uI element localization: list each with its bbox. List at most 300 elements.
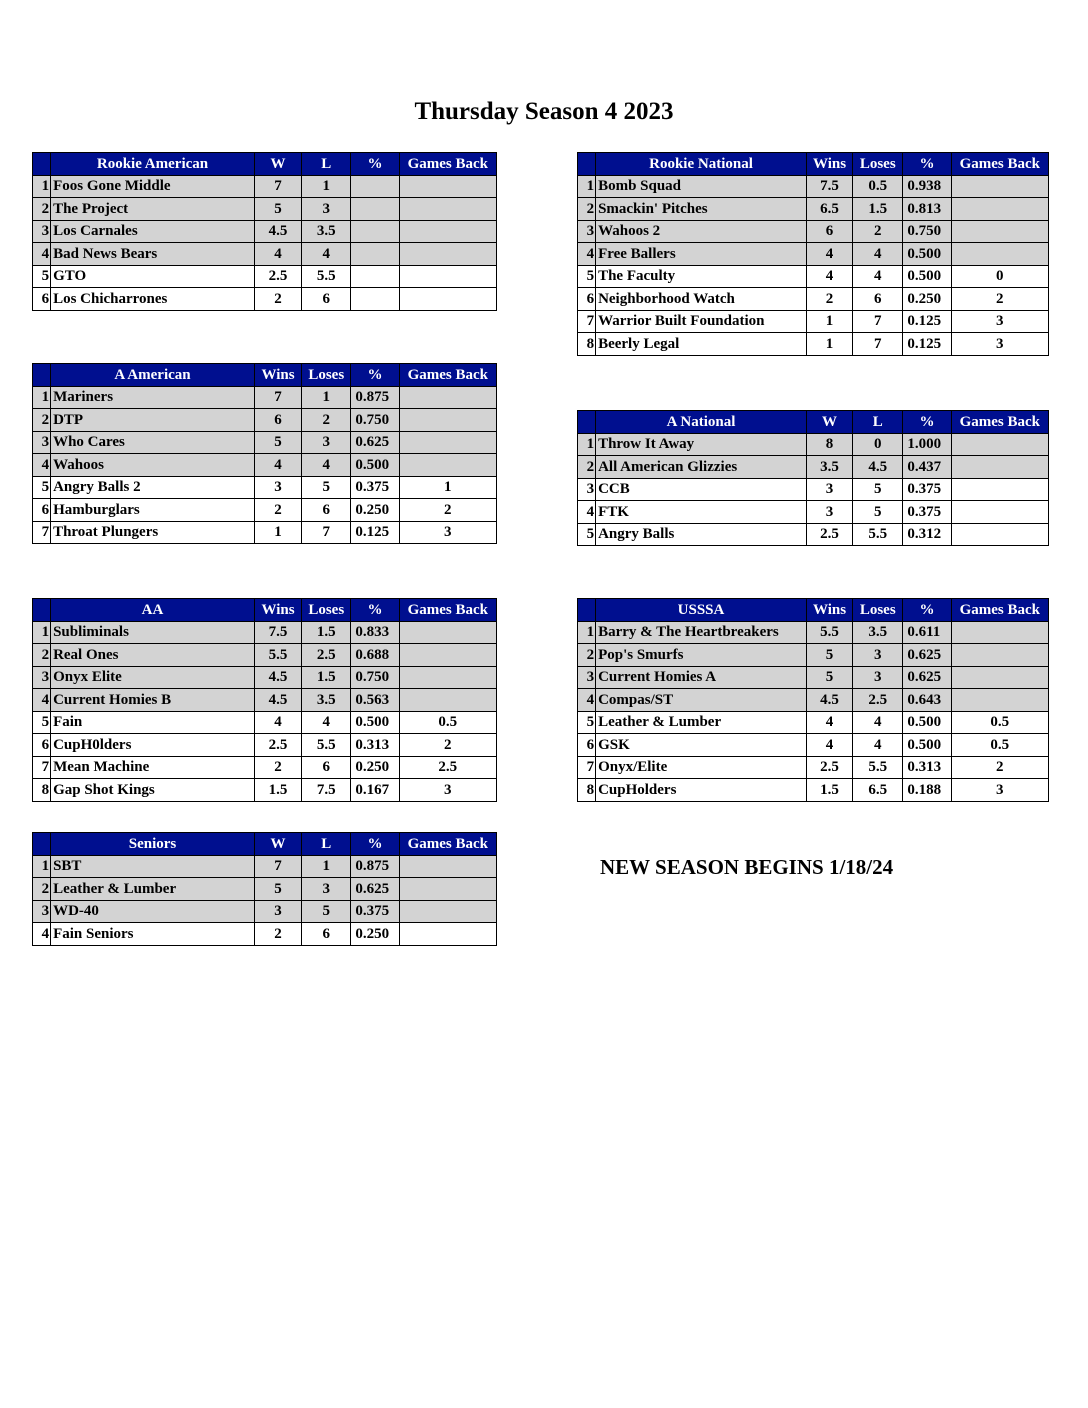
rank-cell: 2 bbox=[33, 644, 51, 667]
losses-cell: 1 bbox=[302, 386, 351, 409]
rank-cell: 4 bbox=[33, 689, 51, 712]
losses-cell: 3.5 bbox=[302, 689, 351, 712]
percent-header: % bbox=[351, 364, 399, 387]
losses-cell: 4 bbox=[853, 711, 903, 734]
losses-cell: 4 bbox=[302, 243, 351, 266]
percent-header: % bbox=[903, 599, 951, 622]
percent-cell: 0.625 bbox=[903, 644, 951, 667]
percent-header: % bbox=[903, 411, 951, 434]
percent-cell: 0.875 bbox=[351, 386, 399, 409]
losses-cell: 4.5 bbox=[853, 456, 903, 479]
table-row bbox=[578, 198, 1049, 221]
wins-cell: 2.5 bbox=[254, 734, 301, 757]
rank-cell: 5 bbox=[578, 523, 596, 546]
rank-cell: 7 bbox=[33, 756, 51, 779]
losses-cell: 5.5 bbox=[853, 523, 903, 546]
wins-cell: 7 bbox=[254, 386, 301, 409]
table-row bbox=[33, 621, 497, 644]
percent-header: % bbox=[351, 833, 399, 856]
games-back-cell bbox=[399, 409, 496, 432]
percent-cell: 0.312 bbox=[903, 523, 951, 546]
losses-cell: 7 bbox=[302, 521, 351, 544]
games-back-header: Games Back bbox=[951, 153, 1048, 176]
games-back-header: Games Back bbox=[399, 833, 496, 856]
wins-cell: 1 bbox=[254, 521, 301, 544]
games-back-cell bbox=[951, 198, 1048, 221]
wins-cell: 6 bbox=[254, 409, 301, 432]
team-name-cell: Wahoos 2 bbox=[596, 220, 807, 243]
rank-cell: 5 bbox=[33, 476, 51, 499]
percent-cell: 0.563 bbox=[351, 689, 399, 712]
table-row bbox=[578, 478, 1049, 501]
team-name-cell: Current Homies A bbox=[596, 666, 807, 689]
games-back-cell: 3 bbox=[951, 779, 1048, 802]
division-name-header: Rookie National bbox=[596, 153, 807, 176]
page-title: Thursday Season 4 2023 bbox=[414, 98, 674, 125]
rank-header bbox=[33, 599, 51, 622]
games-back-cell: 0.5 bbox=[399, 711, 496, 734]
rank-cell: 3 bbox=[578, 666, 596, 689]
percent-cell: 0.375 bbox=[351, 476, 399, 499]
games-back-header: Games Back bbox=[951, 411, 1048, 434]
wins-cell: 4 bbox=[806, 265, 852, 288]
games-back-cell: 2 bbox=[399, 499, 496, 522]
rank-header bbox=[33, 833, 51, 856]
table-row bbox=[578, 333, 1049, 356]
losses-cell: 4 bbox=[302, 711, 351, 734]
table-row bbox=[33, 855, 497, 878]
table-row bbox=[578, 621, 1049, 644]
wins-cell: 5.5 bbox=[254, 644, 301, 667]
table-header-row bbox=[33, 153, 497, 176]
table-row bbox=[33, 689, 497, 712]
table-header-row bbox=[33, 833, 497, 856]
table-row bbox=[578, 433, 1049, 456]
wins-cell: 2.5 bbox=[806, 523, 852, 546]
table-row bbox=[33, 431, 497, 454]
new-season-notice: NEW SEASON BEGINS 1/18/24 bbox=[600, 855, 894, 879]
team-name-cell: Throw It Away bbox=[596, 433, 807, 456]
wins-cell: 5.5 bbox=[806, 621, 852, 644]
table-row bbox=[578, 711, 1049, 734]
team-name-cell: Warrior Built Foundation bbox=[596, 310, 807, 333]
wins-cell: 5 bbox=[254, 431, 301, 454]
team-name-cell: Compas/ST bbox=[596, 689, 807, 712]
games-back-cell: 0.5 bbox=[951, 734, 1048, 757]
rank-cell: 3 bbox=[33, 666, 51, 689]
wins-header: Wins bbox=[254, 364, 301, 387]
wins-cell: 2 bbox=[806, 288, 852, 311]
rank-cell: 5 bbox=[33, 711, 51, 734]
rank-cell: 2 bbox=[578, 456, 596, 479]
games-back-cell bbox=[399, 220, 496, 243]
losses-cell: 3 bbox=[302, 878, 351, 901]
losses-cell: 0 bbox=[853, 433, 903, 456]
percent-cell: 0.188 bbox=[903, 779, 951, 802]
wins-cell: 2 bbox=[254, 288, 301, 311]
team-name-cell: Gap Shot Kings bbox=[51, 779, 255, 802]
wins-cell: 2.5 bbox=[806, 756, 852, 779]
team-name-cell: Neighborhood Watch bbox=[596, 288, 807, 311]
wins-cell: 7 bbox=[254, 175, 301, 198]
percent-header: % bbox=[903, 153, 951, 176]
standings-table-a-national bbox=[577, 410, 1049, 546]
percent-cell: 0.250 bbox=[351, 923, 399, 946]
standings-table-rookie-american bbox=[32, 152, 497, 311]
losses-cell: 3.5 bbox=[853, 621, 903, 644]
percent-cell: 0.125 bbox=[903, 333, 951, 356]
division-name-header: A American bbox=[51, 364, 255, 387]
rank-cell: 4 bbox=[578, 243, 596, 266]
losses-cell: 4 bbox=[853, 734, 903, 757]
games-back-cell bbox=[399, 644, 496, 667]
wins-header: Wins bbox=[806, 153, 852, 176]
table-row bbox=[33, 175, 497, 198]
percent-cell: 0.250 bbox=[351, 499, 399, 522]
table-row bbox=[33, 666, 497, 689]
percent-cell: 0.500 bbox=[903, 265, 951, 288]
rank-cell: 6 bbox=[33, 734, 51, 757]
wins-cell: 3 bbox=[254, 476, 301, 499]
table-row bbox=[33, 454, 497, 477]
percent-cell: 0.250 bbox=[903, 288, 951, 311]
losses-cell: 2.5 bbox=[853, 689, 903, 712]
team-name-cell: CupHolders bbox=[596, 779, 807, 802]
games-back-cell bbox=[951, 433, 1048, 456]
losses-cell: 6 bbox=[302, 756, 351, 779]
rank-cell: 3 bbox=[578, 478, 596, 501]
games-back-cell: 2.5 bbox=[399, 756, 496, 779]
percent-cell: 0.875 bbox=[351, 855, 399, 878]
wins-cell: 1 bbox=[806, 333, 852, 356]
losses-header: L bbox=[302, 833, 351, 856]
games-back-cell: 3 bbox=[399, 521, 496, 544]
team-name-cell: CCB bbox=[596, 478, 807, 501]
games-back-cell: 1 bbox=[399, 476, 496, 499]
table-row bbox=[33, 198, 497, 221]
team-name-cell: Bad News Bears bbox=[51, 243, 255, 266]
rank-cell: 5 bbox=[578, 711, 596, 734]
team-name-cell: DTP bbox=[51, 409, 255, 432]
games-back-cell bbox=[399, 878, 496, 901]
games-back-cell bbox=[399, 923, 496, 946]
losses-cell: 5 bbox=[853, 501, 903, 524]
team-name-cell: Current Homies B bbox=[51, 689, 255, 712]
table-header-row bbox=[33, 599, 497, 622]
wins-cell: 4 bbox=[806, 711, 852, 734]
losses-cell: 1.5 bbox=[302, 666, 351, 689]
team-name-cell: FTK bbox=[596, 501, 807, 524]
losses-cell: 1.5 bbox=[853, 198, 903, 221]
wins-cell: 5 bbox=[254, 878, 301, 901]
percent-header: % bbox=[351, 599, 399, 622]
team-name-cell: Angry Balls 2 bbox=[51, 476, 255, 499]
losses-cell: 6 bbox=[302, 288, 351, 311]
division-name-header: Rookie American bbox=[51, 153, 255, 176]
games-back-cell bbox=[951, 478, 1048, 501]
games-back-cell: 0 bbox=[951, 265, 1048, 288]
table-row bbox=[33, 386, 497, 409]
games-back-cell: 2 bbox=[951, 756, 1048, 779]
losses-cell: 4 bbox=[853, 265, 903, 288]
losses-header: Loses bbox=[302, 599, 351, 622]
standings-table-seniors bbox=[32, 832, 497, 946]
percent-cell: 0.938 bbox=[903, 175, 951, 198]
percent-cell: 0.643 bbox=[903, 689, 951, 712]
games-back-cell: 0.5 bbox=[951, 711, 1048, 734]
team-name-cell: All American Glizzies bbox=[596, 456, 807, 479]
losses-cell: 4 bbox=[853, 243, 903, 266]
table-row bbox=[33, 900, 497, 923]
games-back-cell: 3 bbox=[951, 310, 1048, 333]
rank-header bbox=[578, 153, 596, 176]
rank-cell: 5 bbox=[33, 265, 51, 288]
table-row bbox=[33, 265, 497, 288]
wins-cell: 2.5 bbox=[254, 265, 301, 288]
table-row bbox=[33, 779, 497, 802]
wins-cell: 4 bbox=[254, 454, 301, 477]
losses-cell: 3.5 bbox=[302, 220, 351, 243]
games-back-cell bbox=[399, 175, 496, 198]
table-row bbox=[33, 711, 497, 734]
wins-cell: 4 bbox=[806, 734, 852, 757]
games-back-header: Games Back bbox=[951, 599, 1048, 622]
losses-cell: 7 bbox=[853, 333, 903, 356]
percent-cell bbox=[351, 243, 399, 266]
rank-cell: 3 bbox=[578, 220, 596, 243]
games-back-header: Games Back bbox=[399, 599, 496, 622]
wins-cell: 5 bbox=[806, 666, 852, 689]
table-row bbox=[33, 476, 497, 499]
percent-cell: 0.167 bbox=[351, 779, 399, 802]
rank-cell: 8 bbox=[578, 333, 596, 356]
table-row bbox=[33, 756, 497, 779]
wins-cell: 2 bbox=[254, 756, 301, 779]
percent-cell: 0.125 bbox=[351, 521, 399, 544]
rank-cell: 5 bbox=[578, 265, 596, 288]
table-row bbox=[578, 689, 1049, 712]
team-name-cell: Beerly Legal bbox=[596, 333, 807, 356]
games-back-cell bbox=[399, 454, 496, 477]
losses-cell: 3 bbox=[302, 198, 351, 221]
team-name-cell: The Project bbox=[51, 198, 255, 221]
standings-table-a-american bbox=[32, 363, 497, 544]
table-row bbox=[33, 409, 497, 432]
table-row bbox=[578, 779, 1049, 802]
division-name-header: USSSA bbox=[596, 599, 807, 622]
team-name-cell: Real Ones bbox=[51, 644, 255, 667]
team-name-cell: Angry Balls bbox=[596, 523, 807, 546]
table-header-row bbox=[33, 364, 497, 387]
percent-cell: 0.750 bbox=[351, 409, 399, 432]
losses-cell: 2.5 bbox=[302, 644, 351, 667]
team-name-cell: GTO bbox=[51, 265, 255, 288]
percent-cell bbox=[351, 265, 399, 288]
percent-cell: 0.833 bbox=[351, 621, 399, 644]
games-back-cell bbox=[951, 621, 1048, 644]
percent-cell: 0.611 bbox=[903, 621, 951, 644]
losses-cell: 5 bbox=[302, 476, 351, 499]
percent-header: % bbox=[351, 153, 399, 176]
table-row bbox=[578, 175, 1049, 198]
wins-cell: 4 bbox=[806, 243, 852, 266]
wins-cell: 7.5 bbox=[254, 621, 301, 644]
team-name-cell: CupH0lders bbox=[51, 734, 255, 757]
rank-cell: 8 bbox=[578, 779, 596, 802]
table-row bbox=[578, 456, 1049, 479]
wins-cell: 3 bbox=[806, 501, 852, 524]
percent-cell: 0.375 bbox=[903, 501, 951, 524]
losses-cell: 5 bbox=[853, 478, 903, 501]
wins-header: Wins bbox=[254, 599, 301, 622]
percent-cell: 0.375 bbox=[903, 478, 951, 501]
games-back-cell bbox=[399, 689, 496, 712]
losses-cell: 1 bbox=[302, 855, 351, 878]
team-name-cell: Leather & Lumber bbox=[596, 711, 807, 734]
team-name-cell: Throat Plungers bbox=[51, 521, 255, 544]
rank-header bbox=[578, 599, 596, 622]
table-row bbox=[33, 644, 497, 667]
losses-cell: 1 bbox=[302, 175, 351, 198]
games-back-cell bbox=[399, 900, 496, 923]
table-row bbox=[578, 523, 1049, 546]
games-back-cell bbox=[399, 666, 496, 689]
rank-cell: 4 bbox=[578, 689, 596, 712]
wins-cell: 4 bbox=[254, 711, 301, 734]
wins-cell: 2 bbox=[254, 499, 301, 522]
standings-table-usssa bbox=[577, 598, 1049, 802]
table-row bbox=[578, 265, 1049, 288]
wins-cell: 6 bbox=[806, 220, 852, 243]
rank-cell: 2 bbox=[33, 409, 51, 432]
losses-cell: 1.5 bbox=[302, 621, 351, 644]
games-back-cell bbox=[399, 288, 496, 311]
percent-cell: 0.500 bbox=[351, 454, 399, 477]
losses-cell: 0.5 bbox=[853, 175, 903, 198]
losses-cell: 6.5 bbox=[853, 779, 903, 802]
team-name-cell: Mariners bbox=[51, 386, 255, 409]
percent-cell: 0.500 bbox=[903, 243, 951, 266]
losses-header: Loses bbox=[853, 153, 903, 176]
percent-cell: 0.500 bbox=[903, 711, 951, 734]
wins-cell: 4 bbox=[254, 243, 301, 266]
team-name-cell: Fain Seniors bbox=[51, 923, 255, 946]
table-row bbox=[578, 501, 1049, 524]
standings-table-rookie-national bbox=[577, 152, 1049, 356]
team-name-cell: Pop's Smurfs bbox=[596, 644, 807, 667]
percent-cell: 0.125 bbox=[903, 310, 951, 333]
rank-header bbox=[33, 153, 51, 176]
percent-cell: 0.375 bbox=[351, 900, 399, 923]
team-name-cell: The Faculty bbox=[596, 265, 807, 288]
percent-cell: 1.000 bbox=[903, 433, 951, 456]
table-row bbox=[578, 734, 1049, 757]
losses-cell: 7 bbox=[853, 310, 903, 333]
games-back-cell bbox=[951, 644, 1048, 667]
games-back-cell bbox=[951, 666, 1048, 689]
division-name-header: Seniors bbox=[51, 833, 255, 856]
losses-header: L bbox=[853, 411, 903, 434]
games-back-cell: 3 bbox=[951, 333, 1048, 356]
losses-cell: 5.5 bbox=[302, 265, 351, 288]
games-back-header: Games Back bbox=[399, 364, 496, 387]
wins-cell: 7 bbox=[254, 855, 301, 878]
games-back-cell bbox=[951, 220, 1048, 243]
table-row bbox=[33, 499, 497, 522]
team-name-cell: Onyx Elite bbox=[51, 666, 255, 689]
rank-cell: 3 bbox=[33, 431, 51, 454]
losses-cell: 3 bbox=[853, 644, 903, 667]
rank-cell: 8 bbox=[33, 779, 51, 802]
team-name-cell: Onyx/Elite bbox=[596, 756, 807, 779]
percent-cell: 0.750 bbox=[903, 220, 951, 243]
rank-cell: 1 bbox=[578, 175, 596, 198]
table-row bbox=[33, 243, 497, 266]
table-row bbox=[33, 220, 497, 243]
rank-cell: 6 bbox=[33, 288, 51, 311]
table-header-row bbox=[578, 599, 1049, 622]
rank-cell: 3 bbox=[33, 220, 51, 243]
table-row bbox=[578, 644, 1049, 667]
table-header-row bbox=[578, 153, 1049, 176]
rank-cell: 4 bbox=[33, 454, 51, 477]
table-row bbox=[578, 288, 1049, 311]
losses-header: Loses bbox=[853, 599, 903, 622]
table-row bbox=[578, 666, 1049, 689]
team-name-cell: Foos Gone Middle bbox=[51, 175, 255, 198]
games-back-cell bbox=[399, 855, 496, 878]
wins-cell: 1.5 bbox=[254, 779, 301, 802]
rank-cell: 6 bbox=[578, 288, 596, 311]
losses-header: L bbox=[302, 153, 351, 176]
rank-cell: 2 bbox=[578, 644, 596, 667]
table-row bbox=[578, 310, 1049, 333]
percent-cell: 0.750 bbox=[351, 666, 399, 689]
losses-cell: 5.5 bbox=[302, 734, 351, 757]
wins-cell: 1 bbox=[806, 310, 852, 333]
losses-header: Loses bbox=[302, 364, 351, 387]
team-name-cell: Smackin' Pitches bbox=[596, 198, 807, 221]
rank-cell: 1 bbox=[33, 621, 51, 644]
team-name-cell: Los Chicharrones bbox=[51, 288, 255, 311]
percent-cell: 0.688 bbox=[351, 644, 399, 667]
rank-cell: 1 bbox=[578, 621, 596, 644]
team-name-cell: GSK bbox=[596, 734, 807, 757]
wins-cell: 8 bbox=[806, 433, 852, 456]
wins-header: W bbox=[254, 153, 301, 176]
team-name-cell: Wahoos bbox=[51, 454, 255, 477]
losses-cell: 5.5 bbox=[853, 756, 903, 779]
table-row bbox=[578, 220, 1049, 243]
games-back-cell: 3 bbox=[399, 779, 496, 802]
rank-cell: 1 bbox=[33, 175, 51, 198]
rank-cell: 1 bbox=[33, 855, 51, 878]
table-row bbox=[33, 923, 497, 946]
wins-cell: 2 bbox=[254, 923, 301, 946]
rank-cell: 4 bbox=[578, 501, 596, 524]
games-back-cell bbox=[951, 243, 1048, 266]
team-name-cell: Leather & Lumber bbox=[51, 878, 255, 901]
wins-cell: 4.5 bbox=[254, 220, 301, 243]
team-name-cell: Fain bbox=[51, 711, 255, 734]
team-name-cell: Mean Machine bbox=[51, 756, 255, 779]
team-name-cell: Barry & The Heartbreakers bbox=[596, 621, 807, 644]
division-name-header: A National bbox=[596, 411, 807, 434]
wins-cell: 7.5 bbox=[806, 175, 852, 198]
rank-cell: 2 bbox=[578, 198, 596, 221]
wins-cell: 1.5 bbox=[806, 779, 852, 802]
rank-cell: 2 bbox=[33, 878, 51, 901]
